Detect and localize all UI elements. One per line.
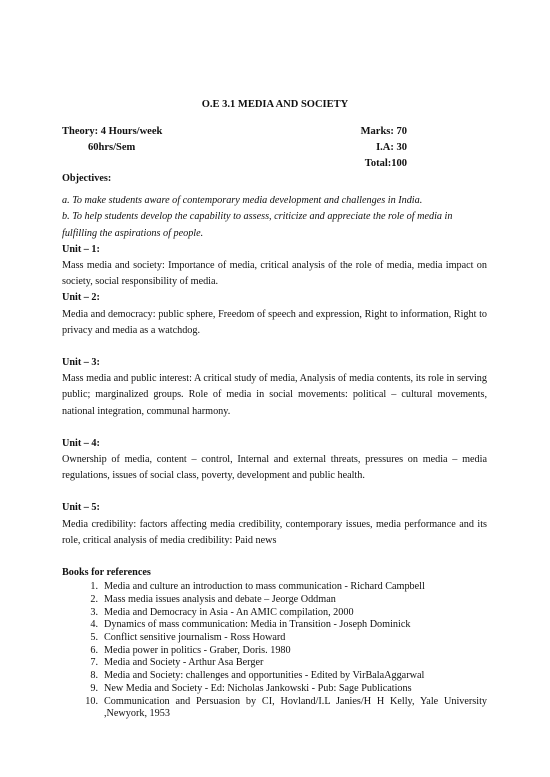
total-marks: Total:100 xyxy=(364,158,407,169)
book-title: Conflict sensitive journalism - Ross Howard xyxy=(104,632,286,644)
list-item xyxy=(62,607,487,620)
books-heading: Books for references xyxy=(62,567,151,579)
unit-heading: Unit – 3: xyxy=(62,357,100,369)
list-item xyxy=(62,670,487,683)
objective-a: a. To make students aware of contemporary media development and challenges in India. xyxy=(62,195,423,207)
hours-block xyxy=(62,124,162,156)
list-number: 1. xyxy=(90,581,98,593)
list-item xyxy=(62,645,487,658)
book-title: New Media and Society - Ed: Nicholas Jankowski - Pub: Sage Publications xyxy=(104,682,412,694)
list-number: 6. xyxy=(90,644,98,656)
hours-per-sem: 60hrs/Sem xyxy=(88,142,136,153)
book-title: Media and Society - Arthur Asa Berger xyxy=(104,657,264,669)
list-number: 2. xyxy=(90,593,98,605)
unit-heading: Unit – 1: xyxy=(62,243,100,255)
list-item xyxy=(62,657,487,670)
book-title: Dynamics of mass communication: Media in Transition - Joseph Dominick xyxy=(104,619,411,631)
marks: Marks: 70 xyxy=(360,126,407,137)
list-number: 5. xyxy=(90,632,98,644)
unit-text: Mass media and society: Importance of media, critical analysis of the role of media, media impact on society, social responsibility of media. xyxy=(62,260,487,288)
list-item xyxy=(62,581,487,594)
objectives-heading: Objectives: xyxy=(62,173,112,184)
list-item xyxy=(62,683,487,696)
list-item xyxy=(62,594,487,607)
book-title: Media power in politics - Graber, Doris. 1980 xyxy=(104,644,291,656)
list-number: 4. xyxy=(90,619,98,631)
objective-b: b. To help students develop the capability to assess, criticize and appreciate the role of media in fulfilling the aspirations of people. xyxy=(62,211,453,239)
unit-heading: Unit – 5: xyxy=(62,502,100,514)
list-item xyxy=(62,619,487,632)
book-title: Mass media issues analysis and debate – Jeorge Oddman xyxy=(104,593,336,605)
list-number: 7. xyxy=(90,657,98,669)
list-number: 9. xyxy=(90,682,98,694)
list-item xyxy=(62,696,487,721)
document-body xyxy=(62,171,487,721)
course-title: O.E 3.1 MEDIA AND SOCIETY xyxy=(201,99,349,110)
books-list xyxy=(62,581,487,721)
list-item xyxy=(62,632,487,645)
book-title: Communication and Persuasion by CI, Hovland/I.L Janies/H H Kelly, Yale University ,Newyork, 1953 xyxy=(104,695,487,720)
book-title: Media and Democracy in Asia - An AMIC compilation, 2000 xyxy=(104,606,354,618)
ia-marks: I.A: 30 xyxy=(376,142,407,153)
unit-heading: Unit – 2: xyxy=(62,292,100,304)
unit-text: Media credibility: factors affecting media credibility, contemporary issues, media performance and its role, critical analysis of media credibility: Paid news xyxy=(62,518,487,546)
unit-heading: Unit – 4: xyxy=(62,437,100,449)
list-number: 8. xyxy=(90,670,98,682)
list-number: 10. xyxy=(85,695,98,707)
unit-text: Ownership of media, content – control, Internal and external threats, pressures on media – media regulations, issues of social class, poverty, development and public health. xyxy=(62,454,487,482)
marks-block xyxy=(341,124,407,172)
unit-text: Media and democracy: public sphere, Freedom of speech and expression, Right to information, Right to privacy and media as a watchdog. xyxy=(62,308,487,336)
theory-hours: Theory: 4 Hours/week xyxy=(62,126,163,137)
list-number: 3. xyxy=(90,606,98,618)
unit-text: Mass media and public interest: A critical study of media, Analysis of media contents, its role in serving public; marginalized groups. Role of media in social movements: political – cultural movements, national integration, communal harmony. xyxy=(62,373,487,417)
book-title: Media and culture an introduction to mass communication - Richard Campbell xyxy=(104,581,425,593)
book-title: Media and Society: challenges and opportunities - Edited by VirBalaAggarwal xyxy=(104,670,425,682)
